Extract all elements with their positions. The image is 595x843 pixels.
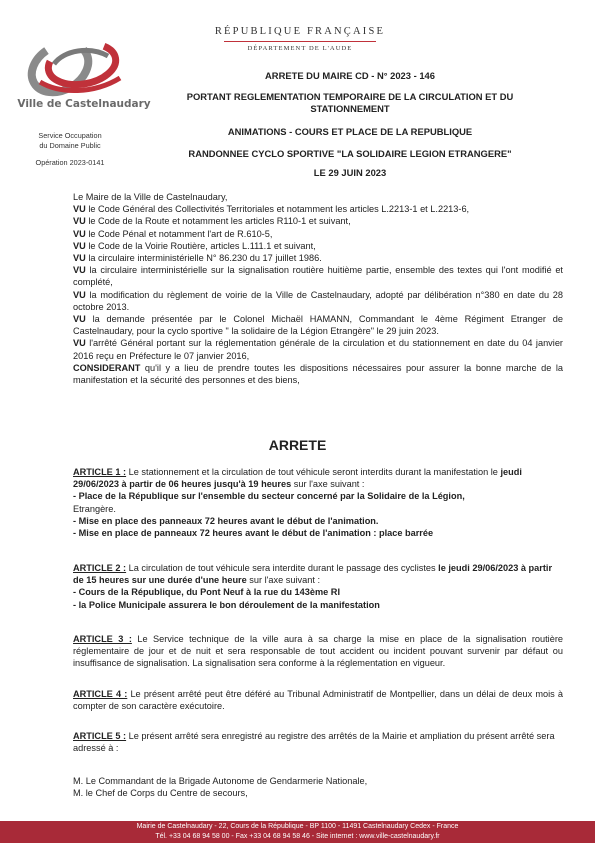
article-text: La circulation de tout véhicule sera interdite durant le passage des cyclistes	[126, 563, 439, 573]
decree-event: RANDONNEE CYCLO SPORTIVE "LA SOLIDAIRE LEGION ETRANGERE"	[188, 148, 512, 159]
vu-keyword: VU	[73, 289, 86, 300]
article-text: sur l'axe suivant :	[246, 575, 320, 586]
article-emphasis: jeudi 29/06/2023 à partir de 06 heures jusqu'à 19 heures	[73, 467, 522, 490]
recipient: M. le Chef de Corps du Centre de secours,	[73, 788, 248, 799]
article-line: - Place de la République sur l'ensemble du secteur concerné par la Solidaire de la Légion,	[73, 491, 465, 502]
preamble	[73, 191, 563, 386]
vu-item	[73, 289, 563, 313]
article-label: ARTICLE 4 :	[73, 689, 128, 699]
vu-item	[73, 264, 563, 288]
vu-keyword: VU	[73, 265, 86, 276]
article-text: Le stationnement et la circulation de tout véhicule seront interdits durant la manifestation le	[126, 467, 501, 477]
vu-text: le Code de la Voirie Routière, articles L.111.1 et suivant,	[85, 240, 316, 251]
vu-text: l'arrêté Général portant sur la réglementation générale de la circulation et du stationnement en date du 04 janvier 2016 reçu en Préfecture le 07 janvier 2016,	[73, 338, 563, 361]
considerant-item	[73, 362, 563, 386]
considerant-text: qu'il y a lieu de prendre toutes les dispositions nécessaires pour assurer la bonne marche de la manifestation et la sécurité des personnes et des biens,	[73, 362, 563, 386]
article-line: Etrangère.	[73, 503, 116, 514]
article-line: - Mise en place des panneaux 72 heures avant le début de l'animation.	[73, 515, 379, 526]
article-label: ARTICLE 2 :	[73, 563, 127, 573]
city-name: Ville de Castelnaudary	[17, 98, 151, 110]
vu-item	[73, 337, 563, 361]
article-label: ARTICLE 3 :	[73, 634, 132, 644]
decree-number: ARRETE DU MAIRE CD - N° 2023 - 146	[265, 70, 435, 81]
vu-keyword: VU	[73, 228, 86, 239]
article-3	[73, 633, 563, 670]
vu-item	[73, 313, 563, 337]
article-emphasis: le jeudi 29/06/2023 à partir de 15 heures sur une durée d'une heure	[73, 563, 553, 586]
article-line: - Cours de la République, du Pont Neuf à la rue du 143ème RI	[73, 587, 340, 598]
vu-text: la modification du règlement de voirie de la Ville de Castelnaudary, adopté par délibération n°380 en date du 28 octobre 2013.	[73, 289, 563, 312]
decree-animations: ANIMATIONS - COURS ET PLACE DE LA REPUBLIQUE	[227, 126, 473, 137]
republic-header: RÉPUBLIQUE FRANÇAISE	[214, 26, 386, 37]
header-divider	[224, 41, 376, 42]
preamble-intro: Le Maire de la Ville de Castelnaudary,	[73, 192, 228, 202]
service-line-1: Service Occupation	[38, 131, 102, 140]
article-label: ARTICLE 1 :	[73, 467, 127, 477]
service-label	[20, 131, 120, 150]
vu-item	[73, 252, 563, 264]
service-line-2: du Domaine Public	[39, 140, 101, 150]
vu-keyword: VU	[73, 314, 86, 325]
footer-address: Mairie de Castelnaudary - 22, Cours de la République - BP 1100 - 11491 Castelnaudary Cedex - France	[136, 823, 459, 830]
vu-text: la circulaire interministérielle sur la signalisation routière huitième partie, ensemble des textes qui l'ont modifié et complété,	[73, 265, 563, 288]
article-text: Le présent arrêté sera enregistré au registre des arrêtés de la Mairie et ampliation du présent arrêté sera adressé à :	[73, 731, 555, 754]
vu-keyword: VU	[73, 338, 86, 349]
department-label: DÉPARTEMENT DE L'AUDE	[247, 45, 353, 52]
vu-text: la demande présentée par le Colonel Michaël HAMANN, Commandant le 4ème Régiment Etranger de Castelnaudary, pour la cyclo sportive " la solidaire de la Légion Etrangère" le 29 juin 2023.	[73, 314, 563, 337]
footer-bar	[0, 821, 595, 843]
vu-item	[73, 228, 563, 240]
article-line: - Mise en place de panneaux 72 heures avant le début de l'animation : place barrée	[73, 528, 434, 539]
footer-contact: Tél. +33 04 68 94 58 00 - Fax +33 04 68 94 58 46 - Site internet : www.ville-castelnaudary.fr	[155, 832, 440, 840]
recipient: M. Le Commandant de la Brigade Autonome de Gendarmerie Nationale,	[73, 776, 368, 786]
vu-item	[73, 240, 563, 252]
operation-number: Opération 2023-0141	[35, 158, 105, 167]
vu-text: le Code de la Route et notamment les articles R110-1 et suivant,	[85, 216, 351, 227]
decree-subject: PORTANT REGLEMENTATION TEMPORAIRE DE LA CIRCULATION ET DU STATIONNEMENT	[186, 91, 514, 114]
vu-keyword: VU	[73, 240, 86, 251]
arrete-heading: ARRETE	[268, 437, 327, 453]
article-1	[73, 466, 563, 539]
article-2	[73, 562, 563, 611]
vu-text: le Code Pénal et notamment l'art de R.610-5,	[85, 228, 273, 239]
vu-keyword: VU	[73, 204, 86, 215]
vu-keyword: VU	[73, 216, 86, 227]
article-text: sur l'axe suivant :	[291, 479, 365, 490]
vu-text: la circulaire interministérielle N° 86.230 du 17 juillet 1986.	[85, 253, 322, 264]
considerant-keyword: CONSIDERANT	[73, 362, 141, 373]
vu-item	[73, 215, 563, 227]
recipients	[73, 775, 563, 799]
article-label: ARTICLE 5 :	[73, 731, 127, 741]
article-text: Le présent arrêté peut être déféré au Tribunal Administratif de Montpellier, dans un délai de deux mois à compter de son caractère exécutoire.	[73, 689, 564, 712]
article-text: Le Service technique de la ville aura à sa charge la mise en place de la signalisation routière réglementaire de jour et de nuit et sera responsable de tout accident ou incident pouvant survenir par défaut ou insuffisance de signalisation. La signalisation sera conforme à la réglementation en vigueur.	[73, 634, 564, 669]
vu-item	[73, 203, 563, 215]
article-4	[73, 688, 563, 712]
article-line: - la Police Municipale assurera le bon déroulement de la manifestation	[73, 599, 380, 610]
vu-text: le Code Général des Collectivités Territoriales et notamment les articles L.2213-1 et L.2213-6,	[85, 204, 470, 215]
vu-keyword: VU	[73, 253, 86, 264]
article-5	[73, 730, 563, 754]
decree-date: LE 29 JUIN 2023	[313, 167, 387, 178]
